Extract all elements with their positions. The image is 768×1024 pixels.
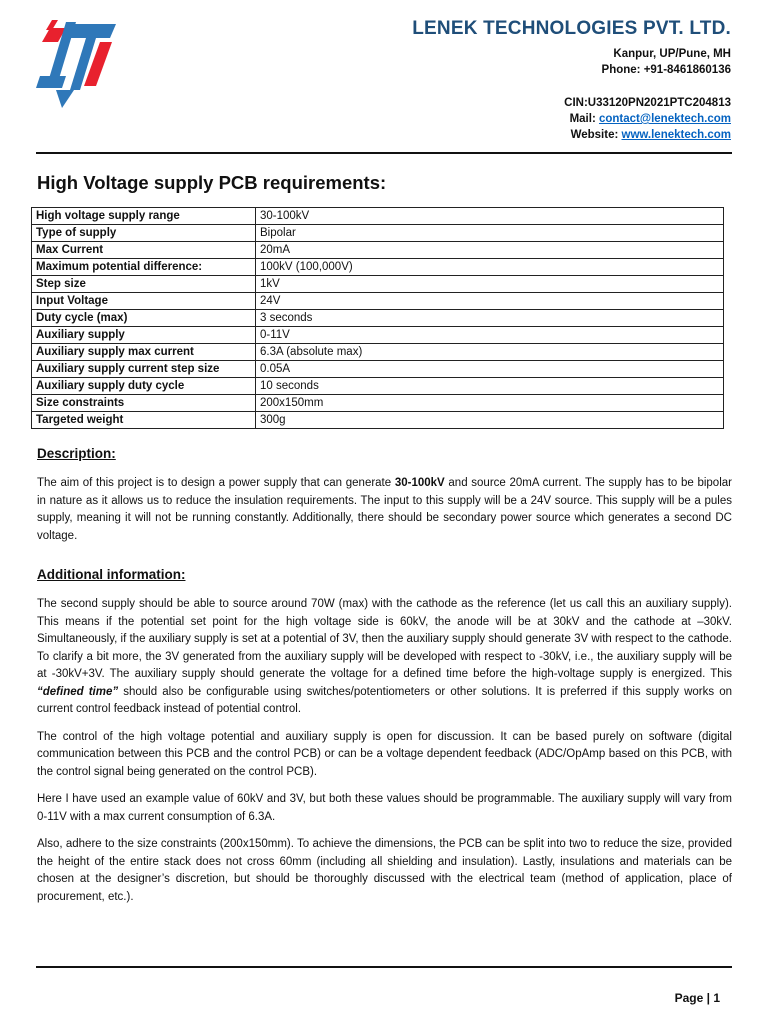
- requirement-label: Auxiliary supply: [32, 327, 256, 344]
- table-row: [32, 412, 724, 429]
- table-row: [32, 276, 724, 293]
- requirement-label: High voltage supply range: [32, 208, 256, 225]
- requirement-value: 200x150mm: [256, 395, 724, 412]
- requirements-table: [31, 207, 724, 429]
- lt-logo-icon: [36, 16, 118, 110]
- table-row: [32, 310, 724, 327]
- requirement-label: Duty cycle (max): [32, 310, 256, 327]
- table-row: [32, 344, 724, 361]
- requirement-value: 100kV (100,000V): [256, 259, 724, 276]
- additional-paragraph-1: The second supply should be able to source around 70W (max) with the cathode as the reference (let us call this an auxiliary supply). This means if the potential set point for the high voltage side is 60kV, the anode will be at 30kV and the cathode at –30kV. Simultaneously, if the auxiliary supply is set at a potential of 3V, then the auxiliary supply should generate 3V with respect to the cathode. To clarify a bit more, the 3V generated from the auxiliary supply will be developed with respect to -30kV, i.e., the auxiliary supply will be at -30kV+3V. The auxiliary supply should generate the voltage for a defined time before the high-voltage supply is energized. This “defined time” should also be configurable using switches/potentiometers or other solutions. It is preferred if this supply works on current control feedback instead of potential control.: [37, 598, 732, 715]
- requirement-label: Maximum potential difference:: [32, 259, 256, 276]
- requirement-value: 3 seconds: [256, 310, 724, 327]
- requirement-value: 6.3A (absolute max): [256, 344, 724, 361]
- requirement-value: Bipolar: [256, 225, 724, 242]
- table-row: [32, 327, 724, 344]
- requirement-label: Auxiliary supply duty cycle: [32, 378, 256, 395]
- requirement-label: Targeted weight: [32, 412, 256, 429]
- page-footer: [675, 991, 720, 1005]
- company-mail-row: [412, 111, 731, 127]
- document-title: High Voltage supply PCB requirements:: [37, 172, 387, 193]
- requirement-value: 0.05A: [256, 361, 724, 378]
- table-row: [32, 378, 724, 395]
- requirement-value: 10 seconds: [256, 378, 724, 395]
- requirement-value: 24V: [256, 293, 724, 310]
- page-number: 1: [713, 991, 720, 1005]
- requirement-value: 20mA: [256, 242, 724, 259]
- company-logo: [36, 16, 118, 110]
- company-name: LENEK TECHNOLOGIES PVT. LTD.: [412, 18, 731, 39]
- website-link[interactable]: www.lenektech.com: [621, 129, 731, 141]
- additional-paragraph-4: Also, adhere to the size constraints (200x150mm). To achieve the dimensions, the PCB can be split into two to reduce the size, provided the height of the entire stack does not cross 60mm (including all shielding and insulation). Lastly, insulations and materials can be chosen at the designer’s discretion, but should be thoroughly discussed with the electrical team (method of application, place of procurement, etc.).: [37, 838, 732, 903]
- company-address: Kanpur, UP/Pune, MH: [613, 48, 731, 60]
- additional-paragraph-2: The control of the high voltage potential and auxiliary supply is open for discussion. It can be based purely on software (digital communication between this PCB and the control PCB) or can be a voltage dependent feedback (ADC/OpAmp based on this PCB, with the control signal being generated on the control PCB).: [37, 730, 732, 778]
- mail-label: Mail:: [569, 113, 596, 125]
- page-separator: |: [706, 991, 710, 1005]
- requirement-value: 300g: [256, 412, 724, 429]
- requirement-label: Max Current: [32, 242, 256, 259]
- requirement-label: Auxiliary supply max current: [32, 344, 256, 361]
- additional-paragraph-3: Here I have used an example value of 60kV and 3V, but both these values should be programmable. The auxiliary supply will vary from 0-11V with a max current consumption of 6.3A.: [37, 793, 732, 823]
- footer-divider: [36, 966, 732, 968]
- additional-info-section: [37, 567, 732, 906]
- description-section: [37, 446, 732, 545]
- header-divider: [36, 152, 732, 154]
- page-label: Page: [674, 991, 704, 1005]
- table-row: [32, 208, 724, 225]
- company-phone: Phone: +91-8461860136: [601, 64, 731, 76]
- table-row: [32, 225, 724, 242]
- description-paragraph: The aim of this project is to design a power supply that can generate 30-100kV and source 20mA current. The supply has to be bipolar in nature as it allows us to reduce the insulation requirements. The input to this supply will be a 24V source. This supply will be a pules supply, meaning it will not be running constantly. Additionally, there should be secondary power source which generates a second DC voltage.: [37, 477, 732, 542]
- requirement-value: 1kV: [256, 276, 724, 293]
- table-row: [32, 259, 724, 276]
- requirement-value: 30-100kV: [256, 208, 724, 225]
- table-row: [32, 293, 724, 310]
- table-row: [32, 395, 724, 412]
- requirement-label: Type of supply: [32, 225, 256, 242]
- requirement-label: Auxiliary supply current step size: [32, 361, 256, 378]
- company-header: [412, 18, 731, 143]
- website-label: Website:: [570, 129, 619, 141]
- company-cin: CIN:U33120PN2021PTC204813: [564, 97, 731, 109]
- table-row: [32, 361, 724, 378]
- table-row: [32, 242, 724, 259]
- requirement-label: Step size: [32, 276, 256, 293]
- company-website-row: [412, 127, 731, 143]
- requirement-label: Input Voltage: [32, 293, 256, 310]
- requirement-label: Size constraints: [32, 395, 256, 412]
- additional-info-heading: Additional information:: [37, 567, 186, 582]
- mail-link[interactable]: contact@lenektech.com: [598, 113, 731, 125]
- description-heading: Description:: [37, 446, 116, 461]
- requirement-value: 0-11V: [256, 327, 724, 344]
